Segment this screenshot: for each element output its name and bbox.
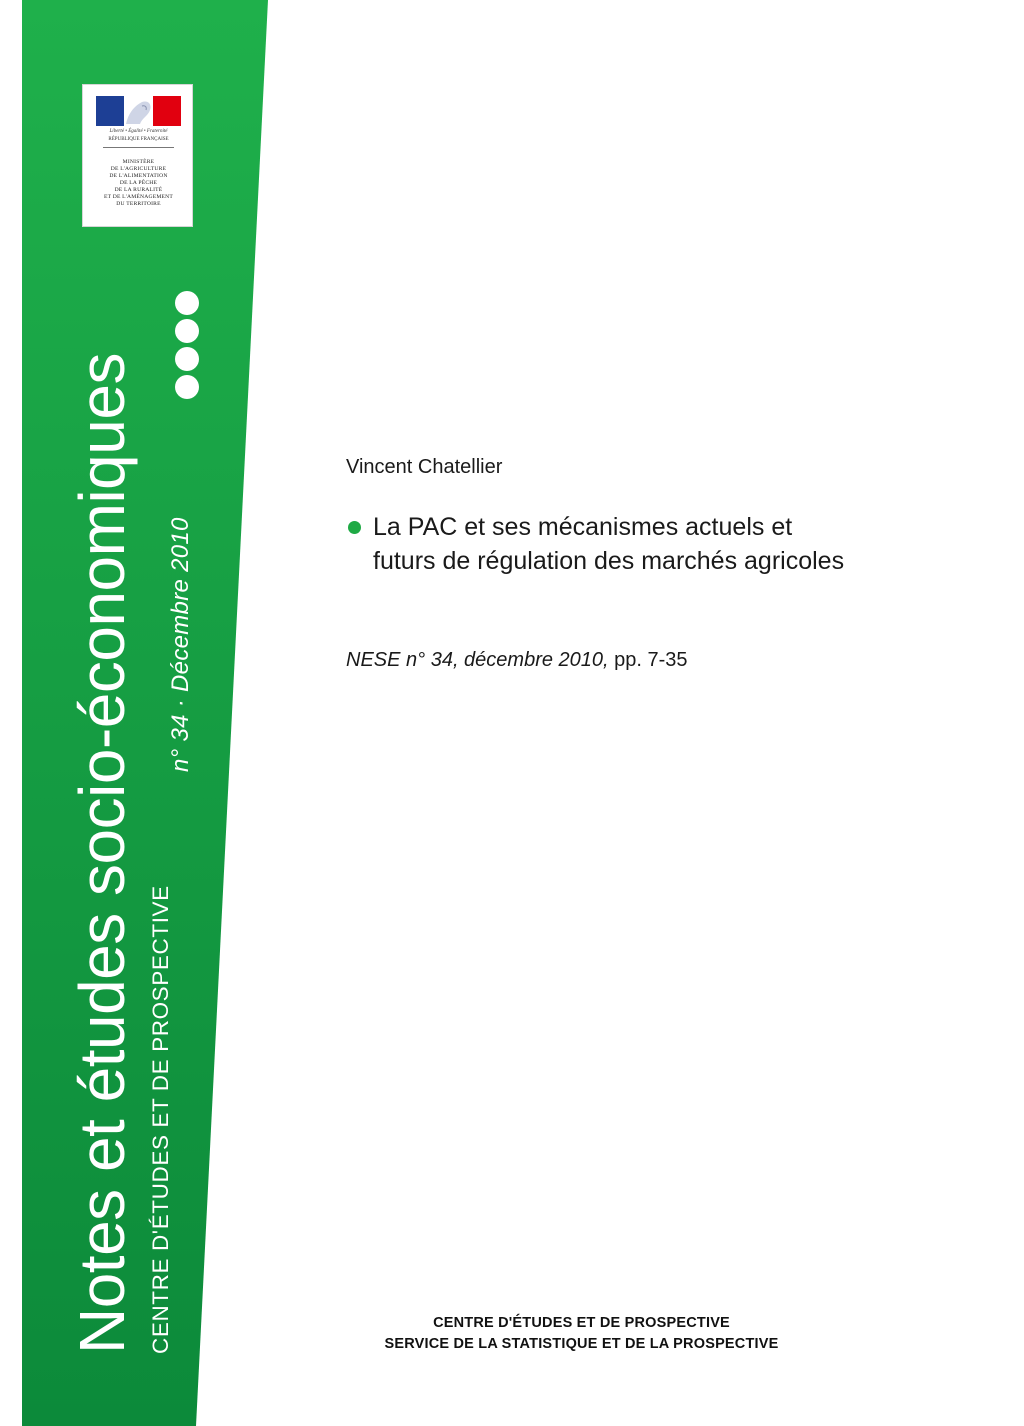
article-title-line: La PAC et ses mécanismes actuels et: [373, 513, 793, 541]
citation-pages: pp. 7-35: [608, 649, 688, 671]
author-name: Vincent Chatellier: [346, 456, 503, 478]
citation: [346, 648, 688, 672]
article-title: [373, 510, 966, 578]
publisher-footer: [300, 1313, 863, 1355]
bullet-icon: [348, 521, 361, 534]
footer-line: CENTRE D'ÉTUDES ET DE PROSPECTIVE: [433, 1315, 730, 1331]
spine-center-name: CENTRE D'ÉTUDES ET DE PROSPECTIVE: [148, 885, 173, 1354]
dot-icon: [175, 291, 199, 315]
ministry-name: MINISTÈRE DE L'AGRICULTURE DE L'ALIMENTATION DE LA PÊCHE DE LA RURALITÉ ET DE L'AMÉNAGEMENT DU TERRITOIRE: [103, 159, 174, 207]
series-title: Notes et études socio-économiques: [66, 353, 138, 1354]
logo-divider: [103, 147, 174, 148]
marianne-flag-icon: [96, 96, 181, 126]
dot-icon: [175, 375, 199, 399]
dot-icon: [175, 347, 199, 371]
dot-icon: [175, 319, 199, 343]
republic-name: RÉPUBLIQUE FRANÇAISE: [108, 137, 169, 142]
article-title-line: futurs de régulation des marchés agricoles: [373, 547, 845, 575]
citation-reference: NESE n° 34, décembre 2010,: [346, 649, 609, 671]
ministry-logo: [82, 84, 193, 227]
footer-line: SERVICE DE LA STATISTIQUE ET DE LA PROSPECTIVE: [384, 1336, 779, 1352]
republic-motto: Liberté • Égalité • Fraternité: [109, 129, 168, 134]
issue-date: n° 34 · Décembre 2010: [167, 517, 194, 772]
article-title-block: [346, 510, 966, 578]
